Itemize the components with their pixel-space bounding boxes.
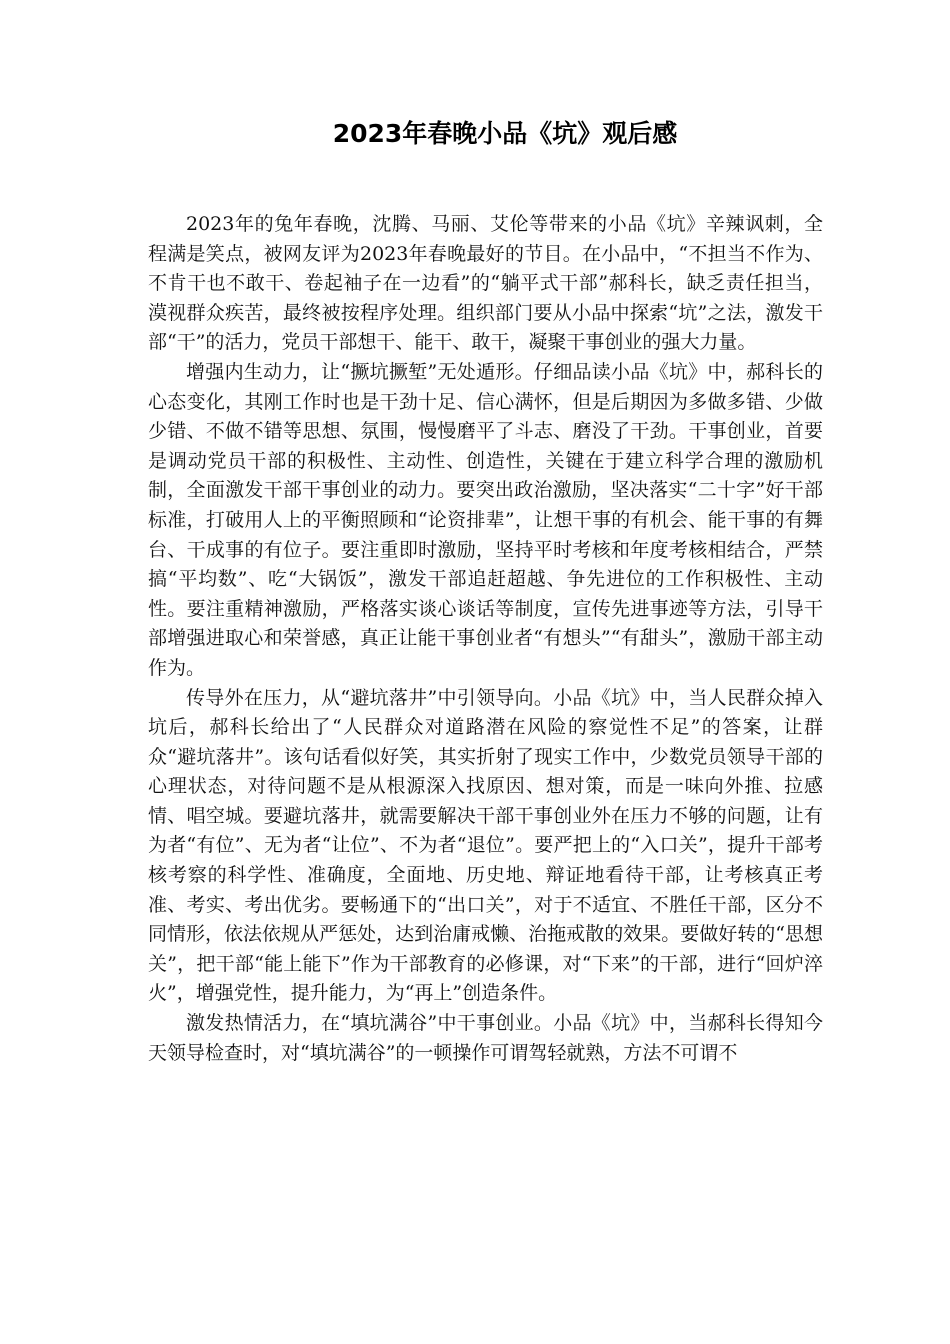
document-body: [148, 210, 823, 1068]
document-title: 2023年春晚小品《坑》观后感: [332, 119, 678, 148]
paragraph-external-pressure: 传导外在压力，从“避坑落井”中引领导向。小品《坑》中，当人民群众掉入坑后，郝科长给出了“人民群众对道路潜在风险的察觉性不足”的答案，让群众“避坑落井”。该句话看似好笑，其实折射了现实工作中，少数党员领导干部的心理状态，对待问题不是从根源深入找原因、想对策，而是一味向外推、拉感情、唱空城。要避坑落井，就需要解决干部干事创业外在压力不够的问题，让有为者“有位”、无为者“让位”、不为者“退位”。要严把上的“入口关”，提升干部考核考察的科学性、准确度，全面地、历史地、辩证地看待干部，让考核真正考准、考实、考出优劣。要畅通下的“出口关”，对于不适宜、不胜任干部，区分不同情形，依法依规从严惩处，达到治庸戒懒、治拖戒散的效果。要做好转的“思想关”，把干部“能上能下”作为干部教育的必修课，对“下来”的干部，进行“回炉淬火”，增强党性，提升能力，为“再上”创造条件。: [148, 686, 823, 1005]
paragraph-enthusiasm: 激发热情活力，在“填坑满谷”中干事创业。小品《坑》中，当郝科长得知今天领导检查时，对“填坑满谷”的一顿操作可谓驾轻就熟，方法不可谓不: [148, 1012, 823, 1064]
paragraph-internal-motivation: 增强内生动力，让“撅坑撅堑”无处遁形。仔细品读小品《坑》中，郝科长的心态变化，其刚工作时也是干劲十足、信心满怀，但是后期因为多做多错、少做少错、不做不错等思想、氛围，慢慢磨平了斗志、磨没了干劲。干事创业，首要是调动党员干部的积极性、主动性、创造性，关键在于建立科学合理的激励机制，全面激发干部干事创业的动力。要突出政治激励，坚决落实“二十字”好干部标准，打破用人上的平衡照顾和“论资排辈”，让想干事的有机会、能干事的有舞台、干成事的有位子。要注重即时激励，坚持平时考核和年度考核相结合，严禁搞“平均数”、吃“大锅饭”，激发干部追赶超越、争先进位的工作积极性、主动性。要注重精神激励，严格落实谈心谈话等制度，宣传先进事迹等方法，引导干部增强进取心和荣誉感，真正让能干事创业者“有想头”“有甜头”，激励干部主动作为。: [148, 360, 823, 679]
paragraph-intro: 2023年的兔年春晚，沈腾、马丽、艾伦等带来的小品《坑》辛辣讽刺，全程满是笑点，被网友评为2023年春晚最好的节目。在小品中，“不担当不作为、不肯干也不敢干、卷起袖子在一边看”的“躺平式干部”郝科长，缺乏责任担当，漠视群众疾苦，最终被按程序处理。组织部门要从小品中探索“坑”之法，激发干部“干”的活力，党员干部想干、能干、敢干，凝聚干事创业的强大力量。: [148, 213, 823, 354]
